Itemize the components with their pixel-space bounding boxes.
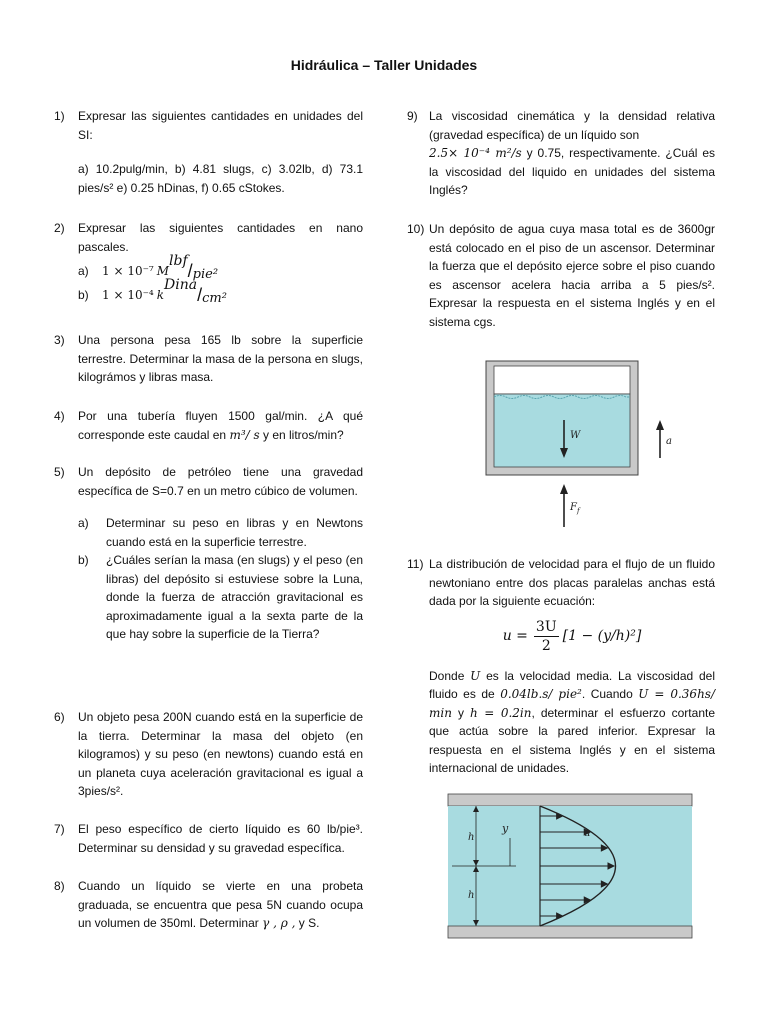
flow-unit: m³/ s: [229, 427, 260, 442]
question-number: 2): [54, 221, 65, 235]
question-number: 9): [407, 109, 418, 123]
item-label: a): [78, 263, 89, 278]
question-text: El peso específico de cierto líquido es 60 lb/pie³. Determinar su densidad y su gravedad específica.: [78, 822, 363, 855]
viscosity-value: 2.5× 10⁻⁴ m²/s: [429, 146, 522, 160]
question-10: [407, 220, 715, 331]
subquestion-b: [78, 551, 363, 644]
bottom-plate: [448, 926, 692, 938]
question-7: [54, 820, 363, 857]
question-4: [54, 407, 363, 444]
symbols: γ , ρ ,: [262, 916, 296, 930]
question-text: Un objeto pesa 200N cuando está en la superficie de la tierra. Determinar la masa del objeto (en kilogramos) y su peso (en newtons) cuando está en un planeta cuya aceleración gravitacional es igual a 3pies/s².: [78, 710, 363, 798]
question-number: 5): [54, 465, 65, 479]
question-text: Un depósito de agua cuya masa total es de 3600gr está colocado en el piso de un ascensor. Determinar la fuerza que el depósito ejerce sobre el piso cuando es ascensor acelera hacia arriba a 5 pies/s². Expresar la respuesta en el sistema Inglés y en el sistema cgs.: [429, 222, 715, 329]
question-text: Cuando un líquido se vierte en una probeta graduada, se encuentra que pesa 5N cuando ocupa un volumen de 350ml. Determinar: [78, 879, 363, 930]
item-label: b): [78, 553, 89, 567]
unit-numerator: Dina: [164, 276, 198, 293]
subquestion-text: Determinar su peso en libras y en Newtons cuando está en la superficie terrestre.: [106, 516, 363, 549]
acceleration-label: a: [666, 436, 672, 447]
question-text: La viscosidad cinemática y la densidad relativa (gravedad específica) de un líquido son: [429, 109, 715, 142]
question-text: Por una tubería fluyen 1500 gal/min. ¿A qué corresponde este caudal en: [78, 409, 363, 442]
equation-lhs: u =: [502, 628, 528, 645]
subquestion-text: ¿Cuáles serían la masa (en slugs) y el peso (en libras) del depósito si estuviese sobre la Luna, donde la fuerza de atracción gravitacional es aproximadamente igual a la sexta parte de la que hay sobre la superficie de la Tierra?: [106, 553, 363, 641]
p2-text: y: [451, 705, 471, 720]
top-plate: [448, 794, 692, 806]
question-5: [54, 463, 363, 644]
question-number: 11): [407, 557, 424, 571]
h-label-bottom: h: [468, 890, 475, 901]
p2-text: , determinar el esfuerzo cortante que actúa sobre la pared inferior. Expresar la respuesta en el sistema Inglés y en el sistema internacional de unidades.: [429, 705, 715, 775]
question-3: [54, 331, 363, 387]
unit-numerator: lbf: [169, 252, 188, 269]
expression-b: [78, 276, 363, 306]
floor-force-subscript: f: [576, 507, 580, 515]
tank-figure: [480, 352, 710, 532]
question-number: 6): [54, 710, 65, 724]
question-number: 10): [407, 222, 425, 236]
viscosity-value: 0.04lb.s/ pie²: [500, 687, 582, 701]
prefix: k: [156, 287, 165, 302]
velocity-equation: [429, 613, 715, 661]
p2-text: Donde: [429, 668, 471, 683]
weight-label: W: [570, 430, 581, 441]
question-text-end: y 0.75, respectivamente. ¿Cuál es la viscosidad del liquido en unidades del sistema Inglés?: [429, 146, 715, 197]
h-label-top: h: [468, 832, 475, 843]
fraction-numerator: 3U: [534, 618, 559, 638]
equation-fraction: [534, 618, 559, 656]
unit-denominator: pie²: [192, 266, 219, 282]
velocity-value: U = 0.36hs/ min: [429, 687, 715, 720]
plates-figure: [446, 792, 696, 942]
u-label: u: [584, 828, 591, 839]
question-items: a) 10.2pulg/min, b) 4.81 slugs, c) 3.02lb, d) 73.1 pies/s² e) 0.25 hDinas, f) 0.65 cStokes.: [78, 162, 363, 195]
prefix: M: [156, 263, 170, 278]
question-text: Un depósito de petróleo tiene una gravedad específica de S=0.7 en un metro cúbico de volumen.: [78, 465, 363, 498]
question-text-end: y en litros/min?: [259, 427, 344, 442]
question-text: Una persona pesa 165 lb sobre la superficie terrestre. Determinar la masa de la persona en slugs, kilográmos y libras masa.: [78, 333, 363, 384]
question-number: 1): [54, 109, 65, 123]
coefficient: 1 × 10⁻⁴: [102, 287, 154, 302]
tank-water: [494, 394, 630, 467]
unit-denominator: cm²: [202, 290, 227, 306]
p2-text: . Cuando: [581, 687, 639, 701]
item-label: b): [78, 287, 89, 302]
floor-force-label: [569, 502, 581, 515]
question-8: [54, 877, 363, 933]
fraction-slash: /: [187, 260, 193, 281]
question-number: 3): [54, 333, 65, 347]
question-text: Expresar las siguientes cantidades en nano pascales.: [78, 221, 363, 254]
paragraph-2: [429, 667, 715, 778]
question-6: [54, 708, 363, 801]
subquestion-a: [78, 514, 363, 551]
question-number: 4): [54, 409, 65, 423]
question-number: 8): [54, 879, 65, 893]
height-value: h = 0.2in: [470, 705, 532, 720]
equation-bracket: [1 − (y/h)²]: [562, 628, 642, 645]
item-label: a): [78, 516, 89, 530]
fraction-denominator: 2: [541, 638, 551, 654]
fraction-slash: /: [197, 284, 203, 305]
coefficient: 1 × 10⁻⁷: [102, 263, 154, 278]
symbol-u: U: [470, 668, 481, 683]
floor-force-arrow-head: [560, 484, 568, 494]
y-label: y: [502, 822, 509, 835]
question-text: Expresar las siguientes cantidades en unidades del SI:: [78, 109, 363, 142]
p2-text: es la velocidad media. La viscosidad del fluido es de: [429, 668, 715, 701]
page-title: Hidráulica – Taller Unidades: [290, 57, 478, 73]
floor-force-symbol: F: [570, 502, 577, 513]
question-text: La distribución de velocidad para el flujo de un fluido newtoniano entre dos placas paralelas anchas está dada por la siguiente ecuación:: [429, 557, 715, 608]
expression-a: [78, 252, 363, 282]
question-1: [54, 107, 363, 197]
acceleration-arrow-head: [656, 420, 664, 430]
question-number: 7): [54, 822, 65, 836]
question-9: [407, 107, 715, 200]
tank-empty-space: [494, 366, 630, 394]
question-11: [407, 555, 715, 778]
question-text-end: y S.: [295, 916, 320, 930]
question-2: [54, 219, 363, 304]
